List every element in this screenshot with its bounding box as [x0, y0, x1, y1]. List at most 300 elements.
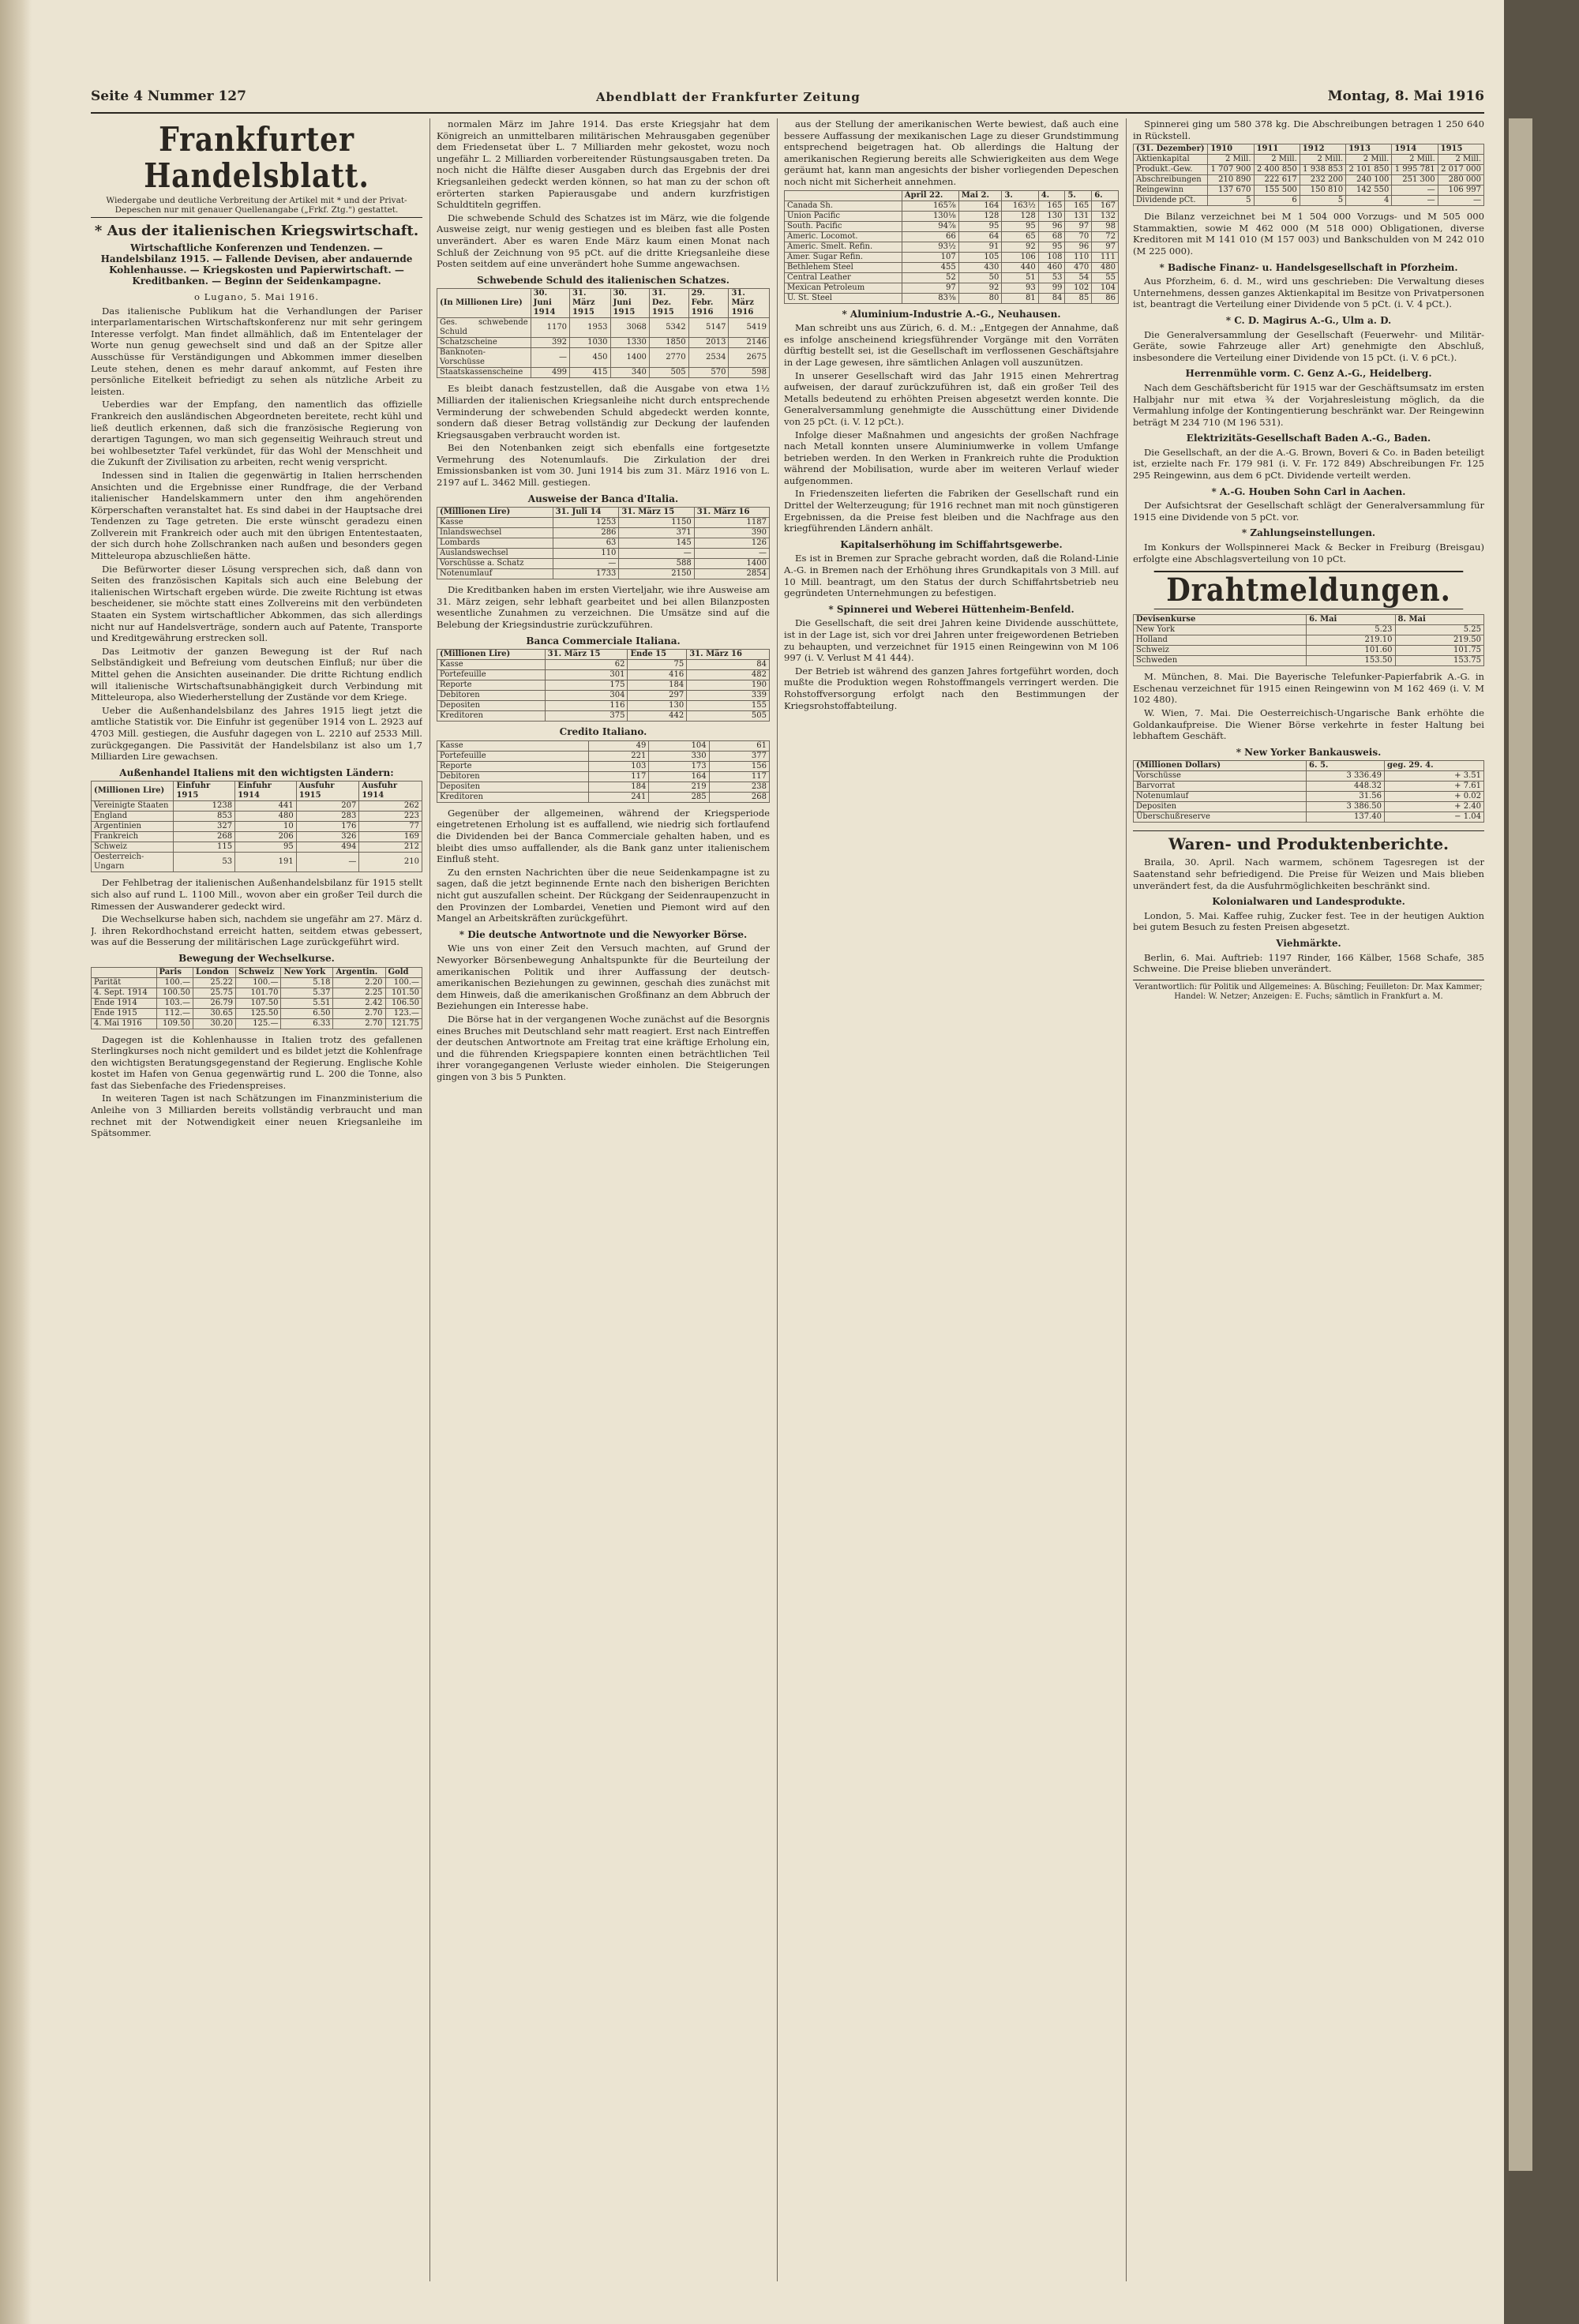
table-cell: Debitoren [437, 691, 546, 701]
table-cell: 26.79 [193, 998, 235, 1008]
table-cell: Argentinien [92, 822, 174, 832]
paragraph: aus der Stellung der amerikanischen Werte bewiest, daß auch eine bessere Auffassung der mexikanischen Lage zu dieser Grundstimmung entsprechend beigetragen hat. Ob allerdings die Haltung der amerikanischen Regierung bereits alle Schwierigkeiten aus dem Wege geräumt hat, kann man angesichts der bisher vorliegenden Depeschen noch nicht mit Sicherheit annehmen. [784, 118, 1119, 187]
table-cell: 97 [1065, 221, 1092, 231]
table-cell: 173 [649, 761, 709, 771]
paragraph: Im Konkurs der Wollspinnerei Mack & Becker in Freiburg (Breisgau) erfolgte eine Abschlagsverteilung von 10 pCt. [1133, 542, 1484, 564]
table-row [92, 1008, 422, 1018]
paragraph: normalen März im Jahre 1914. Das erste Kriegsjahr hat dem Königreich an unmittelbaren militärischen Mehrausgaben gegenüber dem Friedensetat über L. 7 Milliarden mehr gekostet, wozu noch ungefähr L. 2 Milliarden vorbereitender Rüstungsausgaben treten. Da noch nicht die Hälfte dieser Ausgaben durch das Ergebnis der drei Kriegsanleihen gedeckt werden können, so hat man zu der schon oft erörterten starken Papierausgabe und andern kurzfristigen Schuldtiteln gegriffen. [437, 118, 770, 211]
table-cell: Mexican Petroleum [785, 283, 902, 293]
table-cell: 164 [958, 201, 1002, 211]
table-cell: 184 [628, 680, 687, 691]
table-row [1134, 812, 1484, 823]
table-cell: Barvorrat [1134, 782, 1307, 792]
table-cell: 93 [1002, 283, 1038, 293]
table-cell: 137 670 [1208, 186, 1254, 196]
table-cell: 115 [174, 842, 235, 853]
table-header-cell: Einfuhr 1914 [235, 782, 297, 801]
table-row [437, 559, 770, 569]
table-header-cell: Paris [156, 967, 193, 977]
table-cell: 75 [628, 660, 687, 670]
page-edge-tab [1509, 118, 1532, 2171]
paragraph: Die Gesellschaft, die seit drei Jahren keine Dividende ausschüttete, ist in der Lage ist, sich vor drei Jahren unter freigewordenen Betrieben zu behaupten, und verzeichnet für 1915 einen Reingewinn von M 106 997 (i. V. Verlust M 41 444). [784, 617, 1119, 664]
paragraph: Ueberdies war der Empfang, den namentlich das offizielle Frankreich den ausländischen Abgeordneten bereitete, recht kühl und ließ deutlich erkennen, daß sich die französische Regierung von derartigen Tagungen, wo man sich gegenseitig Weihrauch streut und bei wohlbesetzter Tafel verkündet, für das Wohl der Menschheit und die Zukunft der Zivilisation zu arbeiten, recht wenig verspricht. [91, 399, 422, 468]
table-header-cell: geg. 29. 4. [1384, 761, 1483, 771]
table-cell: 1400 [694, 559, 769, 569]
table-cell: 112.— [156, 1008, 193, 1018]
paragraph: Gegenüber der allgemeinen, während der Kriegsperiode eingetretenen Erholung ist es auffallend, wie niedrig sich fortlaufend die Dividenden bei der Banca Commerciale gehalten haben, und es bleibt dies umso auffallender, als die Bank ganz unter italienischem Einfluß steht. [437, 807, 770, 865]
table-cell: 94⅞ [902, 221, 958, 231]
table-cell: 505 [687, 711, 770, 722]
table-cell: Amer. Sugar Refin. [785, 252, 902, 262]
table-cell: 128 [958, 211, 1002, 221]
table-cell: 99 [1038, 283, 1065, 293]
table-row [437, 771, 770, 782]
table-cell: 72 [1092, 231, 1119, 242]
table-cell: 3 336.49 [1307, 771, 1385, 782]
table-cell: Ende 1914 [92, 998, 157, 1008]
table-cell: Depositen [437, 782, 589, 792]
paragraph: In Friedenszeiten lieferten die Fabriken der Gesellschaft rund ein Drittel der Welterzeugung; für 1916 rechnet man mit noch günstigeren Ergebnissen, da die Preise fest bleiben und die Nachfrage aus den kriegführenden Ländern anhält. [784, 488, 1119, 534]
table-cell: 184 [589, 782, 649, 792]
table-cell: Parität [92, 977, 157, 988]
table-cell: 219.50 [1395, 635, 1483, 646]
table-cell: 2.25 [333, 988, 385, 998]
table-cell: 49 [589, 740, 649, 751]
table-cell: 339 [687, 691, 770, 701]
newspaper-page [91, 87, 1484, 2289]
table-cell: Schatzscheine [437, 338, 531, 348]
section-masthead: Frankfurter Handelsblatt. [144, 120, 369, 195]
table-cell: 219 [649, 782, 709, 792]
table-cell: 117 [709, 771, 769, 782]
table-header-row [785, 190, 1119, 201]
table-header-cell: 1915 [1438, 144, 1483, 155]
table-cell: 100.— [235, 977, 280, 988]
article-headline: * Badische Finanz- u. Handelsgesellschaft in Pforzheim. [1159, 261, 1458, 273]
table-cell: Frankreich [92, 832, 174, 842]
table-cell: Schweden [1134, 656, 1307, 666]
paragraph: W. Wien, 7. Mai. Die Oesterreichisch-Ungarische Bank erhöhte die Goldankaufpreise. Die Wiener Börse verkehrte in fester Haltung bei lebhaftem Geschäft. [1133, 707, 1484, 742]
column-2 [437, 118, 770, 2281]
table-title: Credito Italiano. [559, 726, 647, 738]
table-cell: 286 [553, 528, 619, 538]
table-header-cell: Argentin. [333, 967, 385, 977]
table-header-cell: 30. Juni 1915 [610, 289, 649, 318]
table-cell: 441 [235, 801, 297, 812]
table-cell: 84 [1038, 293, 1065, 303]
table-cell: 63 [553, 538, 619, 549]
table-cell: Kreditoren [437, 792, 589, 802]
table-row [437, 549, 770, 559]
scanner-edge [1504, 0, 1579, 2324]
table-header-cell: New York [281, 967, 333, 977]
table-header-cell: 1912 [1300, 144, 1345, 155]
table-cell: 2 Mill. [1346, 155, 1392, 165]
table-title: Außenhandel Italiens mit den wichtigsten Ländern: [119, 767, 394, 778]
table-cell: 100.— [385, 977, 422, 988]
table-cell: 207 [296, 801, 359, 812]
table-cell: 1 938 853 [1300, 165, 1345, 175]
paragraph: Die Bilanz verzeichnet bei M 1 504 000 Vorzugs- und M 505 000 Stammaktien, sowie M 462 000 (M 518 000) Obligationen, diverse Kreditoren mit M 141 010 (M 157 003) und Bankschulden von M 242 010 (M 225 000). [1133, 211, 1484, 257]
table-cell: U. St. Steel [785, 293, 902, 303]
table-cell: 30.20 [193, 1018, 235, 1029]
table-cell: 219.10 [1307, 635, 1395, 646]
table-cell: 175 [545, 680, 628, 691]
column-4 [1133, 118, 1484, 2281]
table-cell: 505 [649, 368, 688, 378]
table-cell: 155 500 [1254, 186, 1300, 196]
table-cell: Auslandswechsel [437, 549, 553, 559]
table-cell: 91 [958, 242, 1002, 252]
table-cell: 128 [1002, 211, 1038, 221]
table-cell: Dividende pCt. [1134, 196, 1208, 206]
stock-price-table [784, 190, 1119, 304]
table-cell: 223 [359, 812, 422, 822]
trade-table [91, 781, 422, 872]
table-cell: 54 [1065, 272, 1092, 283]
table-cell: 377 [709, 751, 769, 761]
table-row [1134, 802, 1484, 812]
table-header-row [1134, 615, 1484, 625]
table-cell: 131 [1065, 211, 1092, 221]
paragraph: Der Betrieb ist während des ganzen Jahres fortgeführt worden, doch mußte die Produktion wegen Rohstoffmangels verringert werden. Die Rohstoffversorgung erfolgt nach den Bestimmungen der Kriegsrohstoffabteilung. [784, 665, 1119, 711]
table-row [1134, 165, 1484, 175]
table-cell: 153.50 [1307, 656, 1395, 666]
table-cell: Union Pacific [785, 211, 902, 221]
table-cell: 95 [1002, 221, 1038, 231]
article-headline: * A.-G. Houben Sohn Carl in Aachen. [1211, 485, 1406, 497]
table-header-cell: 1910 [1208, 144, 1254, 155]
table-cell: 450 [570, 348, 611, 368]
table-cell: 68 [1038, 231, 1065, 242]
table-cell: 2 Mill. [1208, 155, 1254, 165]
table-cell: 80 [958, 293, 1002, 303]
table-header-cell: 1913 [1346, 144, 1392, 155]
paragraph: In unserer Gesellschaft wird das Jahr 1915 einen Mehrertrag aufweisen, der darauf zurückzuführen ist, daß ein großer Teil des Metalls bedeutend zu erhöhten Preisen abgesetzt werden konnte. Die Generalversammlung genehmigte die Ausschüttung einer Dividende von 25 pCt. (i. V. 12 pCt.). [784, 369, 1119, 427]
table-cell: 102 [1065, 283, 1092, 293]
table-cell: Reporte [437, 761, 589, 771]
table-cell: 52 [902, 272, 958, 283]
paragraph: Man schreibt uns aus Zürich, 6. d. M.: „Entgegen der Annahme, daß es infolge anscheinend kriegsführender Vorgänge mit den Vorräten dürftig bestellt sei, ist die Gesellschaft im verflossenen Geschäftsjahre in der Lage gewesen, ihre sämtlichen Anlagen voll auszunützen. [784, 322, 1119, 368]
table-header-cell: 8. Mai [1395, 615, 1483, 625]
table-row [92, 812, 422, 822]
table-cell: 268 [174, 832, 235, 842]
table-cell: 1733 [553, 569, 619, 579]
table-cell: 440 [1002, 262, 1038, 272]
table-row [437, 792, 770, 802]
table-cell: 480 [1092, 262, 1119, 272]
paragraph: Die Generalversammlung der Gesellschaft (Feuerwehr- und Militär-Geräte, sowie Fahrzeuge aller Art) genehmigte den Abschluß, insbesondere die Verteilung einer Dividende von 15 pCt. (i. V. 6 pCt.). [1133, 328, 1484, 363]
table-cell: 130 [628, 701, 687, 711]
table-cell: Notenumlauf [1134, 792, 1307, 802]
table-cell: Überschußreserve [1134, 812, 1307, 823]
header-page-number: Seite 4 Nummer 127 [91, 88, 246, 104]
table-cell: 4 [1346, 196, 1392, 206]
table-cell: 375 [545, 711, 628, 722]
table-cell: 3068 [610, 318, 649, 338]
paragraph: Indessen sind in Italien die gegenwärtig in Italien herrschenden Ansichten und die Ergebnisse einer Rundfrage, die der Verband italienischer Handelskammern unter den ihm angehörenden Körperschaften veranstaltet hat. Es sind dabei in der Hauptsache drei Tendenzen zu Tage getreten. Die erste wünscht geradezu einen Zollverein mit Frankreich oder auch mit den übrigen Ententestaaten, der sich durch hohe Zollschranken nach außen und besonders gegen Mitteleuropa abzuschließen hätte. [91, 469, 422, 562]
table-cell: 415 [570, 368, 611, 378]
table-cell: 2 Mill. [1392, 155, 1438, 165]
table-cell: 326 [296, 832, 359, 842]
table-row [437, 782, 770, 792]
table-row [437, 318, 770, 338]
table-row [437, 680, 770, 691]
table-cell: Staatskassenscheine [437, 368, 531, 378]
table-header-cell: 6. [1092, 190, 1119, 201]
table-cell: 103 [589, 761, 649, 771]
table-cell: Banknoten-Vorschüsse [437, 348, 531, 368]
table-cell: 1850 [649, 338, 688, 348]
table-cell: 101.50 [385, 988, 422, 998]
table-cell: New York [1134, 625, 1307, 635]
paragraph: Wie uns von einer Zeit den Versuch machten, auf Grund der Newyorker Börsenbewegung Anhaltspunkte für die Beurteilung der amerikanischen Politik und ihrer Auffassung der deutsch-amerikanischen Beziehungen zu gewinnen, geschah dies zunächst mit dem Hinweis, daß die amerikanischen Großfinanz an dem Abbruch der Beziehungen ein Interesse habe. [437, 943, 770, 1012]
table-cell: 210 890 [1208, 175, 1254, 186]
table-cell: 176 [296, 822, 359, 832]
table-cell: 125.— [235, 1018, 280, 1029]
table-cell: Inlandswechsel [437, 528, 553, 538]
table-row [1134, 771, 1484, 782]
table-cell: 169 [359, 832, 422, 842]
table-cell: 109.50 [156, 1018, 193, 1029]
table-cell: 2146 [729, 338, 770, 348]
table-cell: 494 [296, 842, 359, 853]
paragraph: Spinnerei ging um 580 378 kg. Die Abschreibungen betragen 1 250 640 in Rückstell. [1133, 118, 1484, 141]
table-cell: 390 [694, 528, 769, 538]
table-cell: 106 997 [1438, 186, 1483, 196]
bank-statement-table [437, 649, 770, 722]
table-cell: 92 [1002, 242, 1038, 252]
table-cell: 2 Mill. [1438, 155, 1483, 165]
table-row [1134, 186, 1484, 196]
table-row [437, 338, 770, 348]
table-cell: 448.32 [1307, 782, 1385, 792]
table-cell: 222 617 [1254, 175, 1300, 186]
table-cell: 5 [1300, 196, 1345, 206]
table-cell: 2.20 [333, 977, 385, 988]
table-row [437, 660, 770, 670]
table-cell: 95 [1038, 242, 1065, 252]
table-cell: 156 [709, 761, 769, 771]
table-header-cell: Schweiz [235, 967, 280, 977]
table-header-cell: (Millionen Dollars) [1134, 761, 1307, 771]
table-cell: 145 [619, 538, 694, 549]
column-3 [784, 118, 1119, 2281]
table-header-cell: 1911 [1254, 144, 1300, 155]
table-title: Bewegung der Wechselkurse. [178, 952, 335, 964]
table-cell: 482 [687, 670, 770, 680]
table-cell: 130 [1038, 211, 1065, 221]
table-cell: Schweiz [1134, 646, 1307, 656]
floating-debt-table [437, 288, 770, 378]
table-cell: — [553, 559, 619, 569]
table-cell: 126 [694, 538, 769, 549]
paragraph: Infolge dieser Maßnahmen und angesichts der großen Nachfrage nach Metall konnten unsere Aluminiumwerke in vollem Umfange betrieben werden. In den Werken in Frankreich ruhte die Produktion während der Mobilisation, wurde aber im weiteren Verlauf wieder aufgenommen. [784, 429, 1119, 486]
section-heading-waren: Waren- und Produktenberichte. [1133, 830, 1484, 853]
article-headline: * Spinnerei und Weberei Hüttenheim-Benfeld. [828, 603, 1075, 615]
table-row [785, 201, 1119, 211]
paragraph: Braila, 30. April. Nach warmem, schönem Tagesregen ist der Saatenstand sehr befriedigend. Die Preise für Weizen und Mais blieben unverändert fest, da die Ausfuhrmöglichkeiten beschränkt sind. [1133, 857, 1484, 891]
table-cell: 2675 [729, 348, 770, 368]
table-row [437, 538, 770, 549]
table-cell: 106.50 [385, 998, 422, 1008]
table-cell: 96 [1038, 221, 1065, 231]
table-row [92, 1018, 422, 1029]
table-cell: 121.75 [385, 1018, 422, 1029]
page-binding [0, 0, 32, 2324]
table-row [785, 211, 1119, 221]
table-header-cell: 5. [1065, 190, 1092, 201]
table-row [1134, 792, 1484, 802]
table-cell: — [296, 853, 359, 872]
table-cell: 1030 [570, 338, 611, 348]
paragraph: Die Wechselkurse haben sich, nachdem sie ungefähr am 27. März d. J. ihren Rekordhochstand erreicht hatten, seitdem etwas gebessert, was auf die Besserung der militärischen Lage zurückgeführt wird. [91, 913, 422, 948]
table-cell: Ende 1915 [92, 1008, 157, 1018]
subsection-heading: Viehmärkte. [1276, 937, 1341, 949]
table-cell: 251 300 [1392, 175, 1438, 186]
table-cell: Reingewinn [1134, 186, 1208, 196]
table-cell: 101.70 [235, 988, 280, 998]
table-row [785, 242, 1119, 252]
article-headline: Herrenmühle vorm. C. Genz A.-G., Heidelberg. [1185, 368, 1432, 380]
table-cell: 123.— [385, 1008, 422, 1018]
table-cell: 570 [688, 368, 729, 378]
table-cell: 2.70 [333, 1018, 385, 1029]
table-cell: 100.50 [156, 988, 193, 998]
table-cell: England [92, 812, 174, 822]
table-cell: 55 [1092, 272, 1119, 283]
table-cell: 2 Mill. [1300, 155, 1345, 165]
table-cell: 97 [902, 283, 958, 293]
column-rule [429, 118, 430, 2281]
table-cell: Aktienkapital [1134, 155, 1208, 165]
table-row [785, 252, 1119, 262]
header-paper-title: Abendblatt der Frankfurter Zeitung [596, 90, 861, 104]
table-cell: 2.42 [333, 998, 385, 1008]
table-cell: 853 [174, 812, 235, 822]
table-cell: — [1438, 196, 1483, 206]
table-cell: 5.37 [281, 988, 333, 998]
table-row [92, 801, 422, 812]
table-cell: 100.— [156, 977, 193, 988]
bank-statement-table [437, 740, 770, 803]
table-cell: Depositen [1134, 802, 1307, 812]
table-cell: 1330 [610, 338, 649, 348]
company-results-table [1133, 144, 1484, 206]
table-row [437, 711, 770, 722]
table-cell: 95 [958, 221, 1002, 231]
table-cell: 104 [1092, 283, 1119, 293]
table-row [1134, 155, 1484, 165]
article-dateline: o Lugano, 5. Mai 1916. [193, 291, 320, 302]
table-cell: 5.51 [281, 998, 333, 1008]
table-cell: 1 995 781 [1392, 165, 1438, 175]
table-header-cell: 31. März 1916 [729, 289, 770, 318]
table-cell: 4. Sept. 1914 [92, 988, 157, 998]
table-cell: 10 [235, 822, 297, 832]
table-header-cell: 6. Mai [1307, 615, 1395, 625]
table-cell: 1238 [174, 801, 235, 812]
table-header-cell: (In Millionen Lire) [437, 289, 531, 318]
table-header-cell: 31. Dez. 1915 [649, 289, 688, 318]
table-cell: 25.22 [193, 977, 235, 988]
table-cell: 2770 [649, 348, 688, 368]
table-cell: + 0.02 [1384, 792, 1483, 802]
table-cell: 2013 [688, 338, 729, 348]
table-cell: Kasse [437, 740, 589, 751]
table-cell: + 7.61 [1384, 782, 1483, 792]
table-row [92, 822, 422, 832]
table-cell: 1953 [570, 318, 611, 338]
table-cell: − 1.04 [1384, 812, 1483, 823]
table-cell: Reporte [437, 680, 546, 691]
table-cell: 108 [1038, 252, 1065, 262]
table-cell: Notenumlauf [437, 569, 553, 579]
column-1 [91, 118, 422, 2281]
table-cell: 238 [709, 782, 769, 792]
table-cell: — [619, 549, 694, 559]
table-cell: 3 386.50 [1307, 802, 1385, 812]
table-title: Banca Commerciale Italiana. [526, 635, 681, 647]
table-cell: 371 [619, 528, 694, 538]
table-cell: Oesterreich-Ungarn [92, 853, 174, 872]
table-cell: Schweiz [92, 842, 174, 853]
table-cell: 107 [902, 252, 958, 262]
table-cell: 5419 [729, 318, 770, 338]
table-row [437, 528, 770, 538]
table-cell: — [1392, 196, 1438, 206]
table-cell: Americ. Smelt. Refin. [785, 242, 902, 252]
table-header-row [437, 508, 770, 518]
article-headline: * New Yorker Bankausweis. [1236, 746, 1382, 758]
article-headline: * Aluminium-Industrie A.-G., Neuhausen. [842, 308, 1061, 320]
table-title: Schwebende Schuld des italienischen Schatzes. [477, 274, 729, 286]
table-cell: 2 400 850 [1254, 165, 1300, 175]
table-cell: 283 [296, 812, 359, 822]
table-header-row [92, 967, 422, 977]
table-cell: 92 [958, 283, 1002, 293]
table-header-cell: Devisenkurse [1134, 615, 1307, 625]
table-header-cell [92, 967, 157, 977]
table-cell: 206 [235, 832, 297, 842]
article-headline: * Aus der italienischen Kriegswirtschaft. [94, 223, 419, 239]
table-cell: 2534 [688, 348, 729, 368]
table-cell: 103.— [156, 998, 193, 1008]
table-row [785, 293, 1119, 303]
table-cell: Debitoren [437, 771, 589, 782]
paragraph: Die Befürworter dieser Lösung versprechen sich, daß dann von Seiten des französischen Kapitals sich auch eine Belebung der italienischen Wirtschaft ergeben würde. Die zweite Richtung ist etwas bescheidener, sie möchte statt eines Zollvereins mit den verbündeten Staaten ein System wirtschaftlicher Abkommen, das sich allerdings nicht nur auf Handelsverträge, sondern auch auf Patente, Transporte und Kreditgewährung erstrecken soll. [91, 563, 422, 644]
table-cell: Portefeuille [437, 670, 546, 680]
table-cell: — [531, 348, 569, 368]
table-cell: 262 [359, 801, 422, 812]
table-cell: Bethlehem Steel [785, 262, 902, 272]
table-cell: 190 [687, 680, 770, 691]
article-headline: * Die deutsche Antwortnote und die Newyorker Börse. [459, 928, 748, 940]
table-cell: 106 [1002, 252, 1038, 262]
subsection-heading: Kolonialwaren und Landesprodukte. [1212, 896, 1405, 908]
table-cell: 125.50 [235, 1008, 280, 1018]
table-cell: 5.25 [1395, 625, 1483, 635]
table-cell: 70 [1065, 231, 1092, 242]
table-cell: 163½ [1002, 201, 1038, 211]
table-cell: Holland [1134, 635, 1307, 646]
table-cell: 1400 [610, 348, 649, 368]
table-cell: 81 [1002, 293, 1038, 303]
table-cell: 64 [958, 231, 1002, 242]
table-cell: 416 [628, 670, 687, 680]
table-row [92, 998, 422, 1008]
table-header-row [437, 289, 770, 318]
